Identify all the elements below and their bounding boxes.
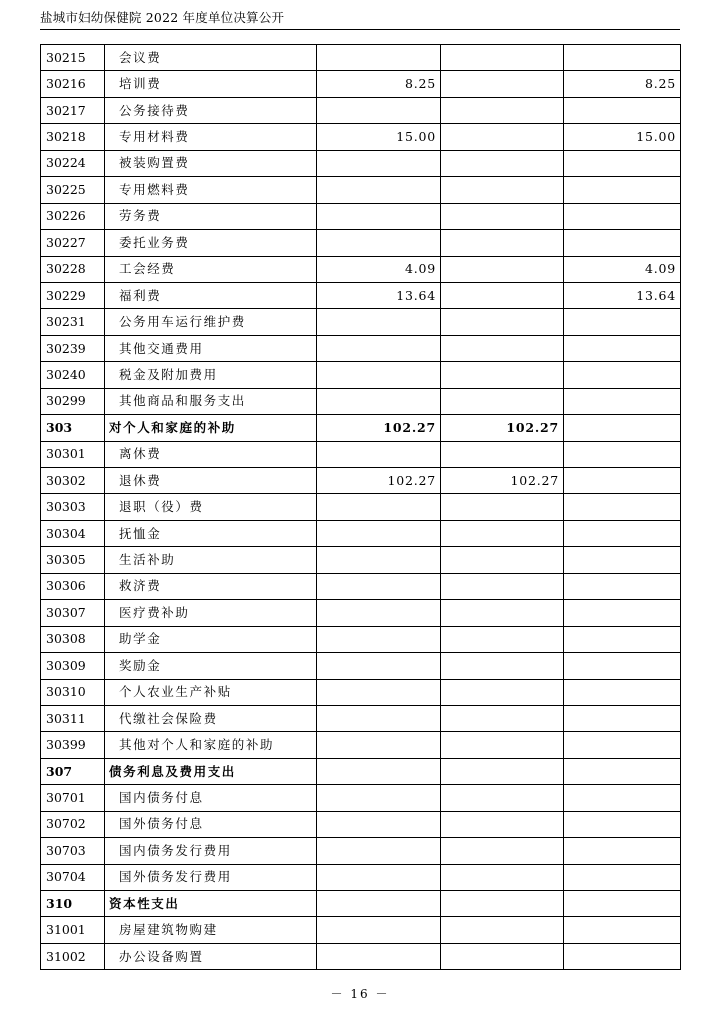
row-total-cell xyxy=(317,150,441,176)
row-total-cell xyxy=(317,230,441,256)
row-project-expenditure-cell xyxy=(564,626,681,652)
table-row xyxy=(41,388,681,414)
row-project-expenditure-cell xyxy=(564,917,681,943)
row-name-cell: 抚恤金 xyxy=(105,520,317,546)
row-basic-expenditure-cell xyxy=(441,335,564,361)
row-total-cell xyxy=(317,441,441,467)
row-project-expenditure-cell xyxy=(564,705,681,731)
row-code-cell: 30218 xyxy=(41,124,105,150)
row-project-expenditure-cell xyxy=(564,415,681,441)
row-basic-expenditure-cell xyxy=(441,943,564,969)
row-basic-expenditure-cell xyxy=(441,124,564,150)
row-basic-expenditure-cell xyxy=(441,811,564,837)
row-code-cell: 30309 xyxy=(41,653,105,679)
row-name-cell: 公务用车运行维护费 xyxy=(105,309,317,335)
row-name-cell: 专用燃料费 xyxy=(105,177,317,203)
row-name-cell: 离休费 xyxy=(105,441,317,467)
row-project-expenditure-cell xyxy=(564,97,681,123)
table-row xyxy=(41,203,681,229)
row-code-cell: 30217 xyxy=(41,97,105,123)
row-name-cell: 国内债务付息 xyxy=(105,785,317,811)
row-total-cell: 8.25 xyxy=(317,71,441,97)
table-group-row xyxy=(41,415,681,441)
row-code-cell: 30240 xyxy=(41,362,105,388)
row-total-cell xyxy=(317,943,441,969)
row-basic-expenditure-cell xyxy=(441,71,564,97)
row-code-cell: 30305 xyxy=(41,547,105,573)
table-group-row xyxy=(41,758,681,784)
table-row xyxy=(41,943,681,969)
row-name-cell: 其他交通费用 xyxy=(105,335,317,361)
table-row xyxy=(41,150,681,176)
row-project-expenditure-cell xyxy=(564,732,681,758)
table-row xyxy=(41,494,681,520)
table-row xyxy=(41,230,681,256)
row-total-cell xyxy=(317,203,441,229)
row-code-cell: 30307 xyxy=(41,600,105,626)
row-total-cell xyxy=(317,494,441,520)
row-project-expenditure-cell: 15.00 xyxy=(564,124,681,150)
row-project-expenditure-cell xyxy=(564,785,681,811)
row-total-cell xyxy=(317,811,441,837)
table-row xyxy=(41,45,681,71)
row-total-cell xyxy=(317,309,441,335)
row-basic-expenditure-cell xyxy=(441,309,564,335)
row-code-cell: 30310 xyxy=(41,679,105,705)
row-project-expenditure-cell xyxy=(564,177,681,203)
table-row xyxy=(41,811,681,837)
row-code-cell: 31002 xyxy=(41,943,105,969)
row-project-expenditure-cell xyxy=(564,45,681,71)
row-project-expenditure-cell xyxy=(564,468,681,494)
row-basic-expenditure-cell xyxy=(441,388,564,414)
row-basic-expenditure-cell xyxy=(441,547,564,573)
row-name-cell: 助学金 xyxy=(105,626,317,652)
row-basic-expenditure-cell xyxy=(441,626,564,652)
row-name-cell: 医疗费补助 xyxy=(105,600,317,626)
row-code-cell: 30215 xyxy=(41,45,105,71)
row-basic-expenditure-cell xyxy=(441,891,564,917)
row-total-cell xyxy=(317,177,441,203)
row-project-expenditure-cell xyxy=(564,520,681,546)
row-total-cell xyxy=(317,45,441,71)
row-total-cell xyxy=(317,362,441,388)
row-code-cell: 30239 xyxy=(41,335,105,361)
row-project-expenditure-cell xyxy=(564,891,681,917)
row-total-cell xyxy=(317,891,441,917)
row-code-cell: 30311 xyxy=(41,705,105,731)
row-total-cell xyxy=(317,626,441,652)
row-project-expenditure-cell xyxy=(564,838,681,864)
row-name-cell: 债务利息及费用支出 xyxy=(105,758,317,784)
table-row xyxy=(41,864,681,890)
table-row xyxy=(41,335,681,361)
row-basic-expenditure-cell xyxy=(441,838,564,864)
row-code-cell: 30225 xyxy=(41,177,105,203)
row-code-cell: 30304 xyxy=(41,520,105,546)
row-basic-expenditure-cell xyxy=(441,97,564,123)
row-name-cell: 培训费 xyxy=(105,71,317,97)
row-project-expenditure-cell: 8.25 xyxy=(564,71,681,97)
table-row xyxy=(41,256,681,282)
table-row xyxy=(41,177,681,203)
row-total-cell xyxy=(317,864,441,890)
header-divider xyxy=(40,29,680,30)
row-code-cell: 30226 xyxy=(41,203,105,229)
row-total-cell xyxy=(317,97,441,123)
row-name-cell: 被装购置费 xyxy=(105,150,317,176)
row-basic-expenditure-cell: 102.27 xyxy=(441,468,564,494)
row-total-cell: 102.27 xyxy=(317,415,441,441)
row-code-cell: 30301 xyxy=(41,441,105,467)
table-row xyxy=(41,362,681,388)
table-row xyxy=(41,441,681,467)
row-code-cell: 30306 xyxy=(41,573,105,599)
row-name-cell: 对个人和家庭的补助 xyxy=(105,415,317,441)
table-row xyxy=(41,97,681,123)
row-name-cell: 福利费 xyxy=(105,282,317,308)
row-project-expenditure-cell: 4.09 xyxy=(564,256,681,282)
row-code-cell: 30299 xyxy=(41,388,105,414)
table-row xyxy=(41,600,681,626)
row-name-cell: 公务接待费 xyxy=(105,97,317,123)
expenditure-table xyxy=(40,44,681,970)
row-total-cell xyxy=(317,785,441,811)
row-project-expenditure-cell xyxy=(564,758,681,784)
table-row xyxy=(41,732,681,758)
row-name-cell: 国内债务发行费用 xyxy=(105,838,317,864)
row-total-cell xyxy=(317,917,441,943)
row-basic-expenditure-cell xyxy=(441,441,564,467)
row-name-cell: 专用材料费 xyxy=(105,124,317,150)
row-code-cell: 30704 xyxy=(41,864,105,890)
row-project-expenditure-cell xyxy=(564,388,681,414)
row-project-expenditure-cell xyxy=(564,335,681,361)
row-basic-expenditure-cell xyxy=(441,362,564,388)
row-project-expenditure-cell xyxy=(564,600,681,626)
row-basic-expenditure-cell xyxy=(441,520,564,546)
row-project-expenditure-cell xyxy=(564,203,681,229)
row-total-cell xyxy=(317,520,441,546)
row-name-cell: 生活补助 xyxy=(105,547,317,573)
row-basic-expenditure-cell xyxy=(441,705,564,731)
table-row xyxy=(41,520,681,546)
row-total-cell xyxy=(317,838,441,864)
row-project-expenditure-cell xyxy=(564,309,681,335)
row-project-expenditure-cell xyxy=(564,150,681,176)
row-code-cell: 310 xyxy=(41,891,105,917)
row-total-cell xyxy=(317,573,441,599)
row-basic-expenditure-cell xyxy=(441,600,564,626)
row-name-cell: 办公设备购置 xyxy=(105,943,317,969)
row-total-cell xyxy=(317,335,441,361)
row-basic-expenditure-cell xyxy=(441,256,564,282)
row-project-expenditure-cell xyxy=(564,864,681,890)
row-name-cell: 代缴社会保险费 xyxy=(105,705,317,731)
table-row xyxy=(41,917,681,943)
row-project-expenditure-cell xyxy=(564,573,681,599)
row-basic-expenditure-cell xyxy=(441,150,564,176)
row-basic-expenditure-cell xyxy=(441,758,564,784)
row-basic-expenditure-cell xyxy=(441,203,564,229)
row-code-cell: 31001 xyxy=(41,917,105,943)
row-name-cell: 奖励金 xyxy=(105,653,317,679)
row-total-cell xyxy=(317,679,441,705)
table-row xyxy=(41,785,681,811)
row-code-cell: 30224 xyxy=(41,150,105,176)
row-project-expenditure-cell xyxy=(564,811,681,837)
row-basic-expenditure-cell xyxy=(441,282,564,308)
row-basic-expenditure-cell xyxy=(441,917,564,943)
row-name-cell: 个人农业生产补贴 xyxy=(105,679,317,705)
row-project-expenditure-cell xyxy=(564,679,681,705)
table-row xyxy=(41,573,681,599)
page-header-title: 盐城市妇幼保健院 2022 年度单位决算公开 xyxy=(40,10,285,25)
page-number: － 16 － xyxy=(330,987,390,1001)
row-name-cell: 其他商品和服务支出 xyxy=(105,388,317,414)
table-row xyxy=(41,705,681,731)
row-basic-expenditure-cell xyxy=(441,573,564,599)
row-total-cell: 102.27 xyxy=(317,468,441,494)
table-row xyxy=(41,71,681,97)
row-total-cell xyxy=(317,705,441,731)
row-basic-expenditure-cell xyxy=(441,785,564,811)
table-row xyxy=(41,838,681,864)
row-name-cell: 劳务费 xyxy=(105,203,317,229)
row-total-cell: 4.09 xyxy=(317,256,441,282)
row-project-expenditure-cell xyxy=(564,653,681,679)
row-code-cell: 30227 xyxy=(41,230,105,256)
row-name-cell: 国外债务发行费用 xyxy=(105,864,317,890)
row-name-cell: 退休费 xyxy=(105,468,317,494)
row-basic-expenditure-cell xyxy=(441,177,564,203)
row-code-cell: 30231 xyxy=(41,309,105,335)
table-row xyxy=(41,626,681,652)
row-name-cell: 退职（役）费 xyxy=(105,494,317,520)
row-name-cell: 救济费 xyxy=(105,573,317,599)
row-project-expenditure-cell xyxy=(564,943,681,969)
row-code-cell: 30703 xyxy=(41,838,105,864)
row-name-cell: 委托业务费 xyxy=(105,230,317,256)
row-basic-expenditure-cell xyxy=(441,732,564,758)
row-basic-expenditure-cell xyxy=(441,45,564,71)
row-name-cell: 国外债务付息 xyxy=(105,811,317,837)
table-row xyxy=(41,282,681,308)
row-total-cell xyxy=(317,388,441,414)
row-code-cell: 30701 xyxy=(41,785,105,811)
row-total-cell xyxy=(317,600,441,626)
table-row xyxy=(41,653,681,679)
row-project-expenditure-cell xyxy=(564,494,681,520)
row-project-expenditure-cell xyxy=(564,230,681,256)
row-code-cell: 30308 xyxy=(41,626,105,652)
row-code-cell: 307 xyxy=(41,758,105,784)
row-basic-expenditure-cell xyxy=(441,864,564,890)
row-basic-expenditure-cell xyxy=(441,494,564,520)
row-code-cell: 30302 xyxy=(41,468,105,494)
row-project-expenditure-cell xyxy=(564,441,681,467)
expenditure-table-body xyxy=(41,45,681,970)
row-total-cell xyxy=(317,547,441,573)
row-name-cell: 房屋建筑物购建 xyxy=(105,917,317,943)
row-project-expenditure-cell xyxy=(564,362,681,388)
row-code-cell: 30228 xyxy=(41,256,105,282)
row-code-cell: 30303 xyxy=(41,494,105,520)
table-group-row xyxy=(41,891,681,917)
row-basic-expenditure-cell xyxy=(441,679,564,705)
table-row xyxy=(41,547,681,573)
row-name-cell: 工会经费 xyxy=(105,256,317,282)
table-row xyxy=(41,124,681,150)
row-code-cell: 30229 xyxy=(41,282,105,308)
row-basic-expenditure-cell xyxy=(441,653,564,679)
row-project-expenditure-cell xyxy=(564,547,681,573)
table-row xyxy=(41,679,681,705)
row-basic-expenditure-cell xyxy=(441,230,564,256)
row-total-cell: 13.64 xyxy=(317,282,441,308)
row-name-cell: 会议费 xyxy=(105,45,317,71)
row-code-cell: 30216 xyxy=(41,71,105,97)
row-code-cell: 30702 xyxy=(41,811,105,837)
table-row xyxy=(41,468,681,494)
row-total-cell xyxy=(317,653,441,679)
row-project-expenditure-cell: 13.64 xyxy=(564,282,681,308)
row-name-cell: 资本性支出 xyxy=(105,891,317,917)
row-name-cell: 税金及附加费用 xyxy=(105,362,317,388)
row-basic-expenditure-cell: 102.27 xyxy=(441,415,564,441)
row-name-cell: 其他对个人和家庭的补助 xyxy=(105,732,317,758)
table-row xyxy=(41,309,681,335)
row-total-cell xyxy=(317,758,441,784)
row-total-cell xyxy=(317,732,441,758)
row-code-cell: 30399 xyxy=(41,732,105,758)
row-total-cell: 15.00 xyxy=(317,124,441,150)
row-code-cell: 303 xyxy=(41,415,105,441)
